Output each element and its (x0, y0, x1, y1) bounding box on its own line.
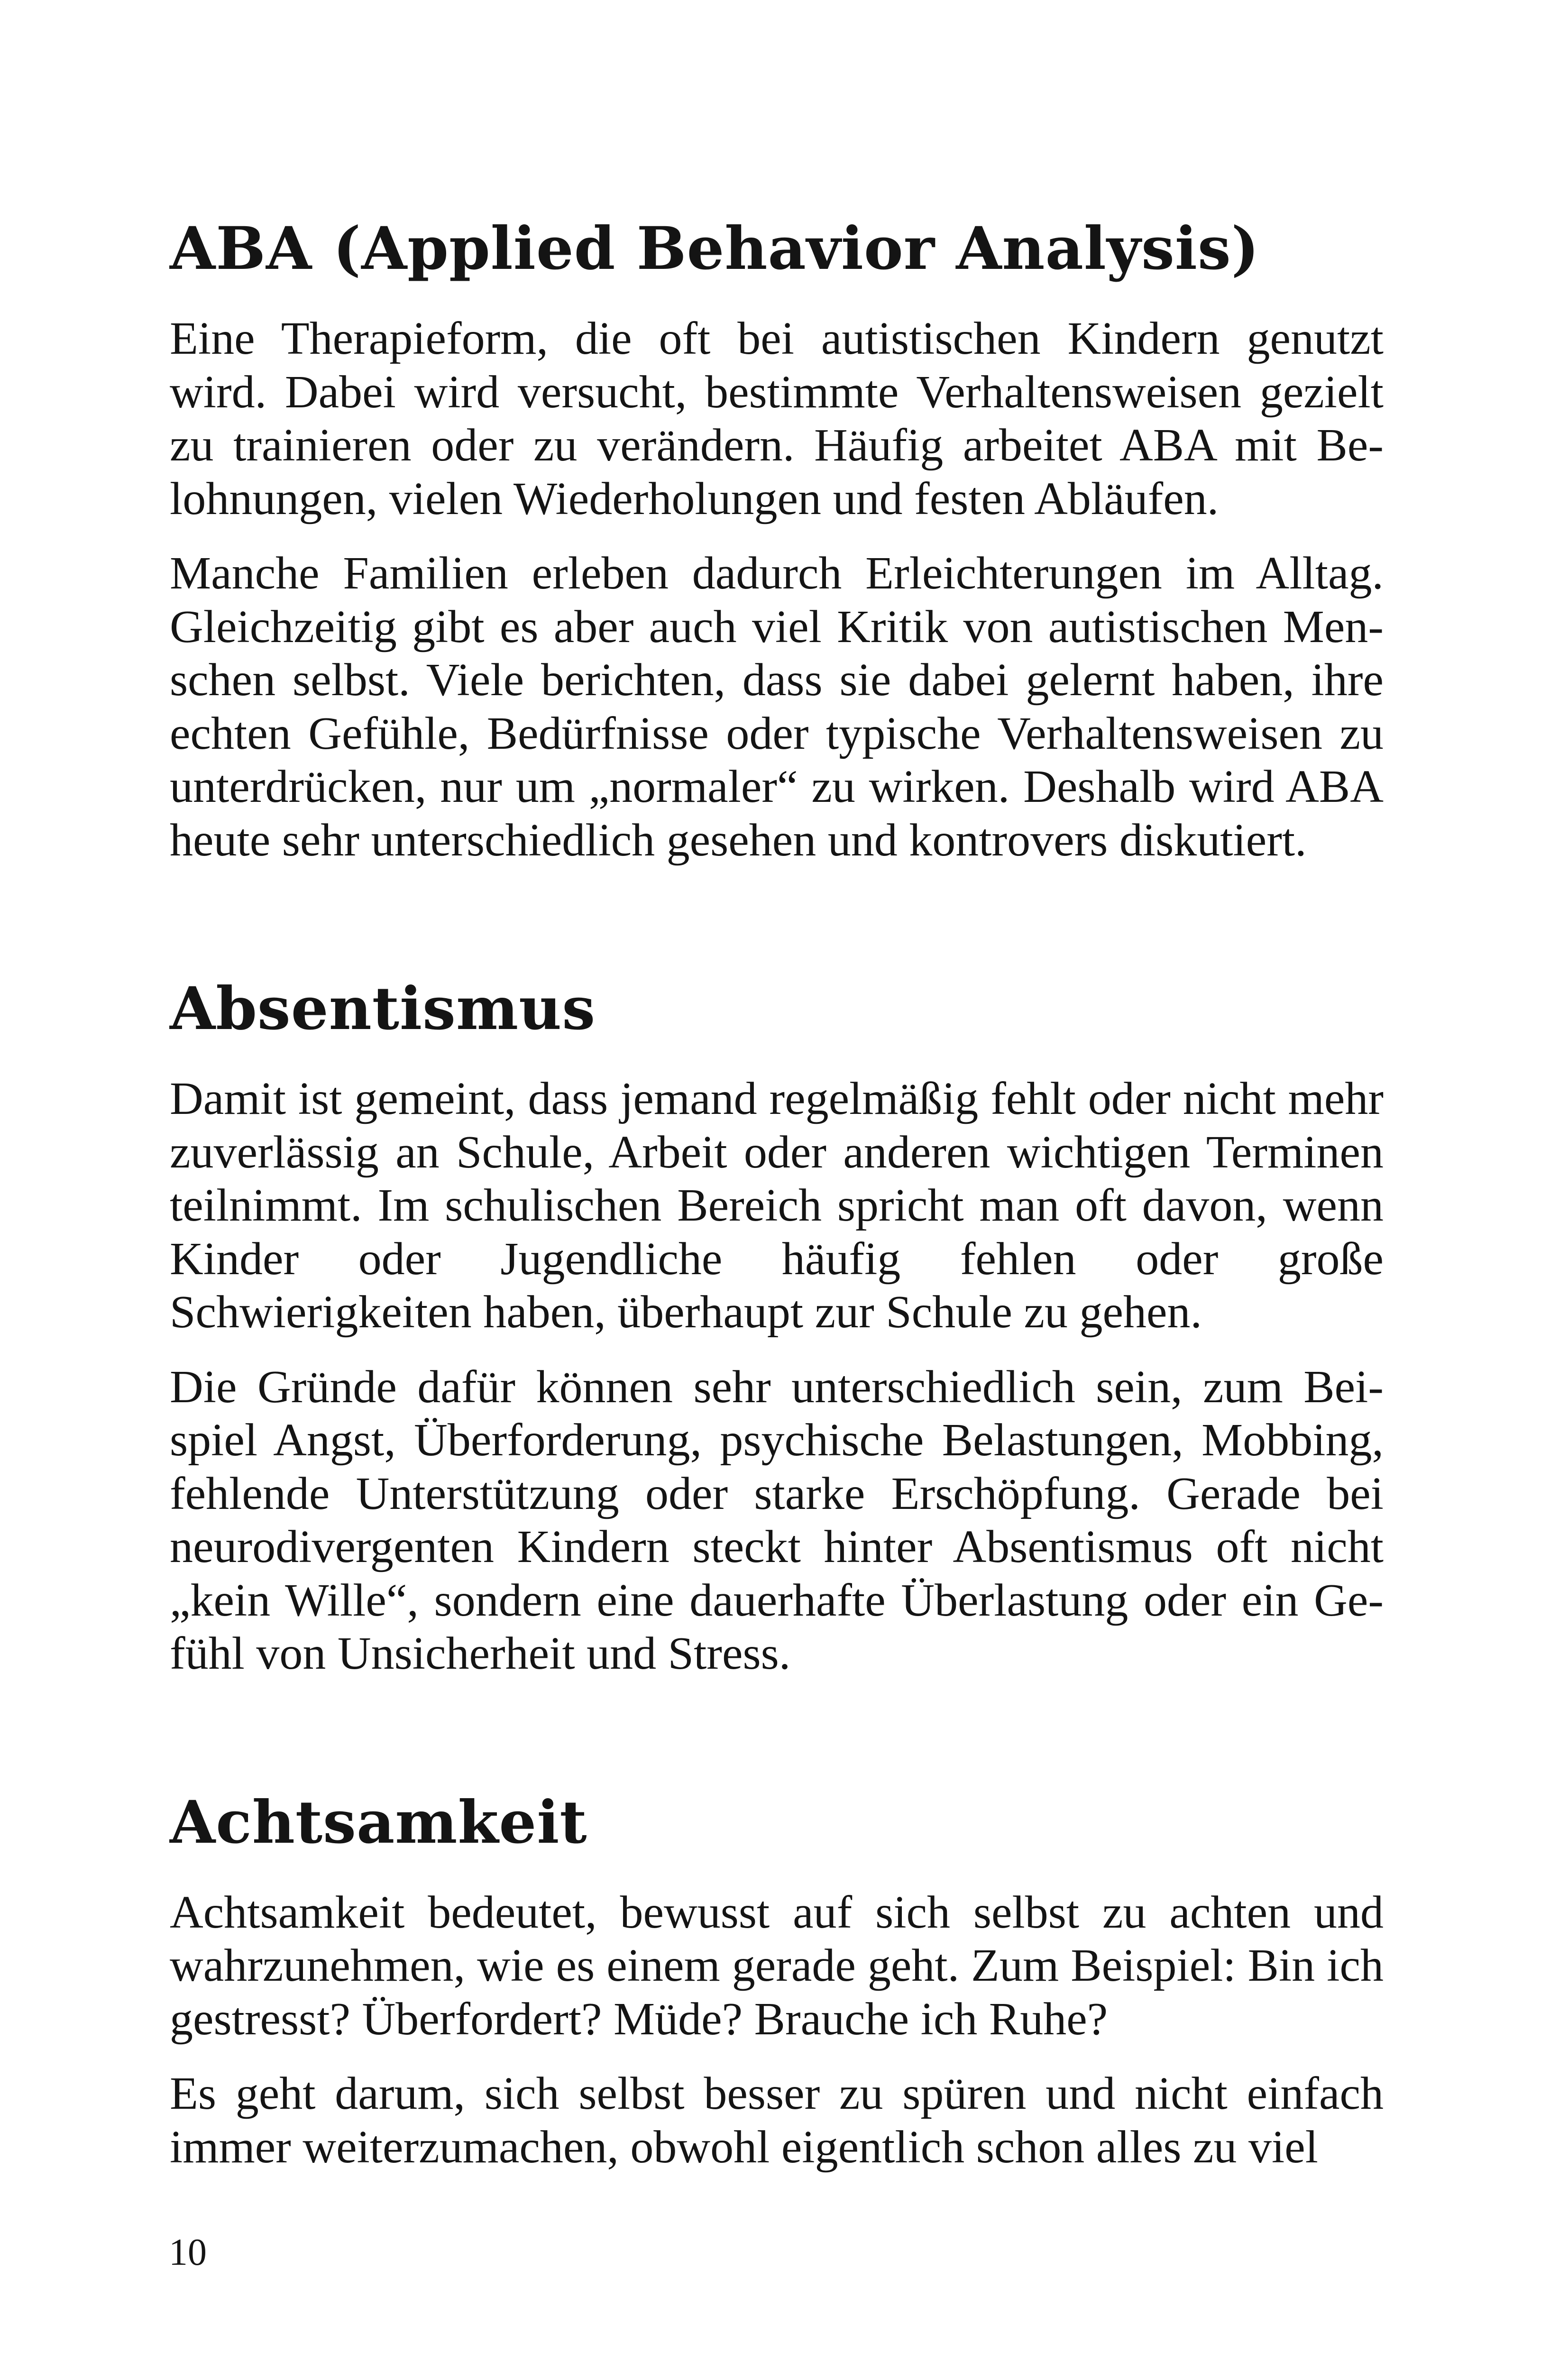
glossary-entry-achtsamkeit (170, 1783, 1384, 2174)
entry-paragraph: Eine Therapieform, die oft bei autistischen Kindern genutzt wird. Dabei wird versucht, bestimmte Verhaltensweisen gezielt zu trainieren oder zu verändern. Häufig arbeitet ABA mit Belohnungen, vielen Wiederholungen und festen Abläufen. (170, 313, 1384, 524)
document-page (170, 209, 1384, 2174)
page-number: 10 (169, 2232, 207, 2273)
entry-paragraph: Manche Familien erleben dadurch Erleichterungen im Alltag. Gleichzeitig gibt es aber auch viel Kritik von autistischen Menschen selbst. Viele berichten, dass sie dabei gelernt haben, ihre echten Gefühle, Bedürfnisse oder typische Verhaltensweisen zu unterdrücken, nur um „normaler“ zu wirken. Deshalb wird ABA heute sehr unterschiedlich gesehen und kontrovers diskutiert. (170, 548, 1384, 866)
entry-paragraph: Damit ist gemeint, dass jemand regelmäßig fehlt oder nicht mehr zuverlässig an Schule, Arbeit oder anderen wichtigen Terminen teilnimmt. Im schulischen Bereich spricht man oft davon, wenn Kinder oder Jugendliche häufig fehlen oder große Schwierigkeiten haben, überhaupt zur Schule zu gehen. (170, 1073, 1384, 1338)
entry-title: Absentismus (170, 974, 596, 1043)
entry-paragraph: Es geht darum, sich selbst besser zu spüren und nicht einfach immer weiterzumachen, obwohl eigentlich schon alles zu viel (170, 2068, 1384, 2173)
entry-paragraph: Achtsamkeit bedeutet, bewusst auf sich selbst zu achten und wahrzunehmen, wie es einem gerade geht. Zum Beispiel: Bin ich gestresst? Überfordert? Müde? Brauche ich Ruhe? (170, 1886, 1384, 2045)
glossary-entry-absentismus (170, 969, 1384, 1681)
glossary-entry-aba (170, 209, 1384, 867)
entry-title: ABA (Applied Behavior Analysis) (170, 214, 1260, 283)
entry-paragraph: Die Gründe dafür können sehr unterschiedlich sein, zum Beispiel Angst, Überforderung, psychische Belastungen, Mobbing, fehlende Unterstützung oder starke Erschöpfung. Gerade bei neurodivergenten Kindern steckt hinter Absentismus oft nicht „kein Wille“, sondern eine dauerhafte Überlastung oder ein Gefühl von Unsicherheit und Stress. (170, 1361, 1384, 1679)
entry-title: Achtsamkeit (170, 1788, 587, 1857)
